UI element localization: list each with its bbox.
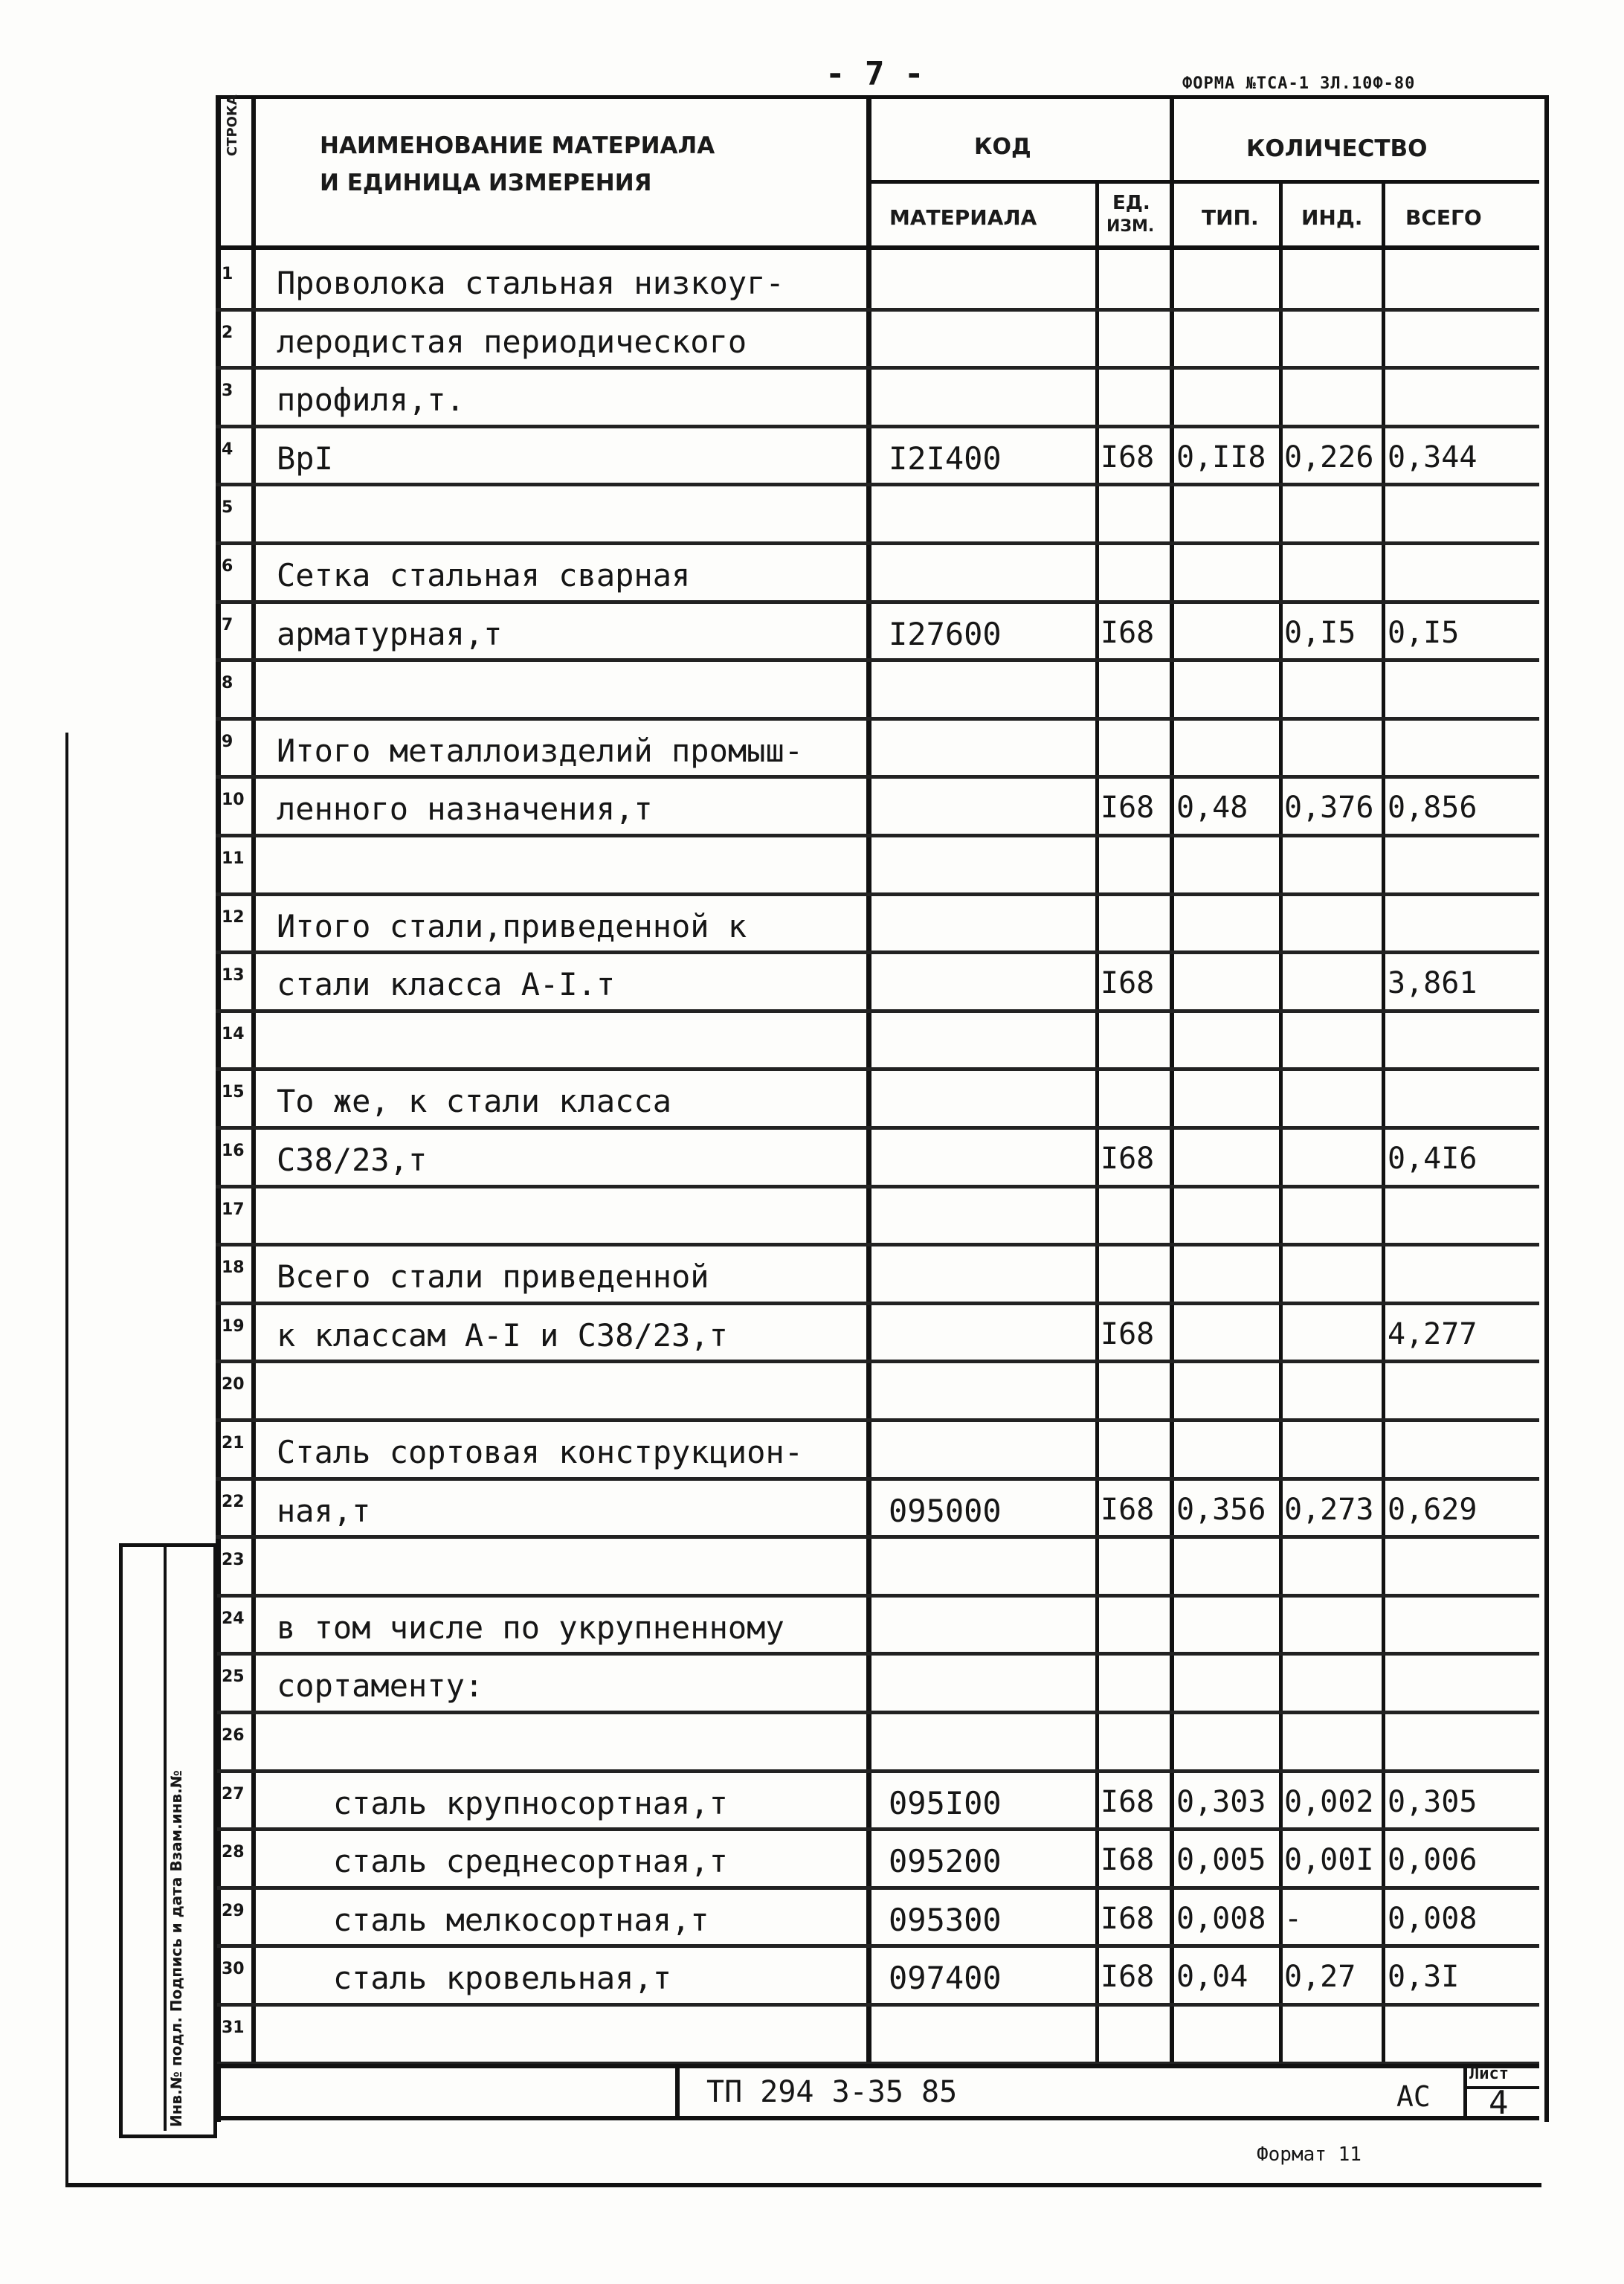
row-number: 24 xyxy=(222,1609,245,1628)
row-number: 27 xyxy=(222,1784,245,1804)
material-name: в том числе по укрупненному xyxy=(277,1609,784,1646)
cell-unit: I68 xyxy=(1101,1784,1155,1819)
material-name: к классам A-I и С38/23,т xyxy=(277,1316,728,1354)
row-number: 3 xyxy=(222,382,233,401)
material-name: Сталь сортовая конструкцион- xyxy=(277,1434,804,1470)
row-separator xyxy=(216,2003,1539,2007)
cell-ind: 0,002 xyxy=(1284,1784,1374,1819)
row-separator xyxy=(216,600,1539,604)
row-number: 18 xyxy=(222,1258,245,1278)
cell-code: 095200 xyxy=(889,1843,1002,1880)
material-name: сталь среднесортная,т xyxy=(277,1843,728,1880)
cell-unit: I68 xyxy=(1101,615,1155,650)
cell-code: 095300 xyxy=(889,1901,1002,1938)
row-number: 16 xyxy=(222,1142,245,1160)
document-code: ТП 294 3-35 85 xyxy=(706,2075,958,2109)
row-separator xyxy=(216,775,1539,779)
material-name: То же, к стали класса xyxy=(277,1083,672,1120)
header-qty-ind: ИНД. xyxy=(1301,205,1363,230)
material-name: леродистая периодического xyxy=(277,323,747,360)
material-name: Проволока стальная низкоуг- xyxy=(277,265,784,301)
material-name: арматурная,т xyxy=(277,615,503,652)
cell-ind: 0,376 xyxy=(1284,791,1374,826)
cell-total: 0,3I xyxy=(1388,1960,1460,1995)
row-separator xyxy=(216,1535,1539,1539)
row-separator xyxy=(216,1827,1539,1831)
header-bottom-line xyxy=(216,245,1539,250)
row-separator xyxy=(216,1185,1539,1188)
row-number: 31 xyxy=(222,2018,245,2037)
header-code: КОД xyxy=(974,134,1031,160)
row-number: 2 xyxy=(222,323,233,342)
sheet-box-divider xyxy=(1463,2064,1467,2120)
row-number: 19 xyxy=(222,1316,245,1336)
row-number: 5 xyxy=(222,498,233,518)
header-code-unit-1: ЕД. xyxy=(1112,192,1150,214)
cell-code: 095000 xyxy=(889,1492,1002,1529)
cell-typ: 0,008 xyxy=(1176,1901,1266,1936)
cell-ind: - xyxy=(1284,1901,1303,1936)
cell-total: 0,I5 xyxy=(1388,615,1460,650)
left-margin-line xyxy=(65,733,68,2183)
row-separator xyxy=(216,834,1539,837)
row-number: 13 xyxy=(222,966,245,985)
row-separator xyxy=(216,892,1539,896)
material-name: профиля,т. xyxy=(277,382,465,419)
cell-typ: 0,04 xyxy=(1176,1960,1248,1995)
row-separator xyxy=(216,1594,1539,1598)
row-number: 12 xyxy=(222,907,245,927)
title-block-top xyxy=(216,2064,1539,2068)
row-number: 30 xyxy=(222,1960,245,1979)
header-quantity: КОЛИЧЕСТВО xyxy=(1246,135,1428,162)
row-number: 9 xyxy=(222,732,233,751)
cell-unit: I68 xyxy=(1101,966,1155,1001)
row-number: 14 xyxy=(222,1024,245,1043)
cell-unit: I68 xyxy=(1101,440,1155,475)
header-name-line1: НАИМЕНОВАНИЕ МАТЕРИАЛА xyxy=(320,132,715,159)
page-number: - 7 - xyxy=(825,55,924,93)
row-number: 17 xyxy=(222,1200,245,1219)
cell-total: 0,856 xyxy=(1388,791,1478,826)
cell-total: 3,861 xyxy=(1388,966,1478,1001)
col-line-typ xyxy=(1279,180,1283,2066)
header-row-label: СТРОКА xyxy=(225,94,240,156)
cell-code: 095I00 xyxy=(889,1784,1002,1821)
title-block-bottom xyxy=(216,2116,1539,2120)
material-name: сталь мелкосортная,т xyxy=(277,1901,709,1938)
header-code-unit-2: ИЗМ. xyxy=(1106,217,1155,236)
row-separator xyxy=(216,1944,1539,1948)
sheet-label: Лист xyxy=(1469,2065,1509,2083)
row-number: 4 xyxy=(222,440,233,459)
cell-code: I2I400 xyxy=(889,440,1002,477)
material-name: Итого стали,приведенной к xyxy=(277,907,747,945)
row-separator xyxy=(216,1769,1539,1773)
section-code: АС xyxy=(1396,2080,1431,2113)
format-label: Формат 11 xyxy=(1257,2143,1362,2166)
row-number: 23 xyxy=(222,1551,245,1570)
header-code-material: МАТЕРИАЛА xyxy=(889,205,1037,230)
cell-typ: 0,48 xyxy=(1176,791,1248,826)
row-separator xyxy=(216,483,1539,486)
row-separator xyxy=(216,1126,1539,1130)
cell-typ: 0,005 xyxy=(1176,1843,1266,1878)
row-number: 7 xyxy=(222,615,233,634)
row-separator xyxy=(216,950,1539,954)
row-number: 11 xyxy=(222,849,245,868)
row-separator xyxy=(216,658,1539,662)
cell-total: 0,008 xyxy=(1388,1901,1478,1936)
cell-total: 0,4I6 xyxy=(1388,1142,1478,1176)
material-name: С38/23,т xyxy=(277,1142,428,1178)
material-name: BpI xyxy=(277,440,333,477)
page-bottom-line xyxy=(65,2183,1541,2187)
cell-unit: I68 xyxy=(1101,1316,1155,1351)
row-separator xyxy=(216,1711,1539,1714)
row-number: 26 xyxy=(222,1726,245,1745)
row-separator xyxy=(216,541,1539,545)
row-separator xyxy=(216,1652,1539,1656)
row-number: 15 xyxy=(222,1083,245,1102)
header-name-line2: И ЕДИНИЦА ИЗМЕРЕНИЯ xyxy=(320,170,652,196)
form-code: ФОРМА №ТСА-1 ЗЛ.10Ф-80 xyxy=(1182,74,1416,93)
row-separator xyxy=(216,1243,1539,1246)
sheet-number: 4 xyxy=(1489,2084,1509,2122)
cell-code: I27600 xyxy=(889,615,1002,652)
col-line-code xyxy=(1095,180,1099,2066)
cell-typ: 0,II8 xyxy=(1176,440,1266,475)
material-name: сортаменту: xyxy=(277,1667,484,1705)
cell-unit: I68 xyxy=(1101,1843,1155,1878)
approval-stamp-divider xyxy=(164,1543,167,2131)
cell-unit: I68 xyxy=(1101,1142,1155,1176)
row-separator xyxy=(216,1009,1539,1013)
cell-ind: 0,00I xyxy=(1284,1843,1374,1878)
cell-unit: I68 xyxy=(1101,1960,1155,1995)
row-number: 10 xyxy=(222,791,245,810)
cell-total: 4,277 xyxy=(1388,1316,1478,1351)
material-name: Сетка стальная сварная xyxy=(277,557,691,593)
row-separator xyxy=(216,1477,1539,1481)
cell-ind: 0,273 xyxy=(1284,1492,1374,1527)
cell-unit: I68 xyxy=(1101,1492,1155,1527)
material-name: стали класса A-I.т xyxy=(277,966,616,1003)
header-qty-total: ВСЕГО xyxy=(1405,205,1482,230)
cell-total: 0,629 xyxy=(1388,1492,1478,1527)
header-subdivider xyxy=(866,180,1539,184)
row-number: 28 xyxy=(222,1843,245,1862)
title-block-divider xyxy=(675,2064,680,2120)
material-name: ная,т xyxy=(277,1492,371,1529)
row-number: 21 xyxy=(222,1434,245,1453)
cell-total: 0,006 xyxy=(1388,1843,1478,1878)
cell-unit: I68 xyxy=(1101,1901,1155,1936)
cell-ind: 0,I5 xyxy=(1284,615,1356,650)
row-separator xyxy=(216,717,1539,721)
cell-ind: 0,27 xyxy=(1284,1960,1356,1995)
row-number: 6 xyxy=(222,557,233,576)
material-name: Итого металлоизделий промыш- xyxy=(277,732,804,769)
row-number: 22 xyxy=(222,1492,245,1511)
cell-total: 0,305 xyxy=(1388,1784,1478,1819)
cell-typ: 0,303 xyxy=(1176,1784,1266,1819)
row-separator xyxy=(216,1418,1539,1422)
row-number: 1 xyxy=(222,265,233,283)
header-qty-typ: ТИП. xyxy=(1202,205,1259,230)
cell-ind: 0,226 xyxy=(1284,440,1374,475)
row-number: 20 xyxy=(222,1375,245,1394)
col-line-ind xyxy=(1382,180,1385,2066)
row-separator xyxy=(216,1886,1539,1890)
material-name: сталь крупносортная,т xyxy=(277,1784,728,1821)
material-name: ленного назначения,т xyxy=(277,791,653,828)
approval-stamp-text: Инв.№ подл. Подпись и дата Взам.инв.№ xyxy=(167,1770,185,2127)
row-separator xyxy=(216,366,1539,370)
row-separator xyxy=(216,425,1539,428)
row-separator xyxy=(216,308,1539,312)
row-number: 25 xyxy=(222,1667,245,1687)
material-name: сталь кровельная,т xyxy=(277,1960,672,1997)
row-separator xyxy=(216,1067,1539,1071)
material-name: Всего стали приведенной xyxy=(277,1258,709,1296)
row-separator xyxy=(216,1302,1539,1305)
cell-code: 097400 xyxy=(889,1960,1002,1997)
cell-typ: 0,356 xyxy=(1176,1492,1266,1527)
cell-total: 0,344 xyxy=(1388,440,1478,475)
cell-unit: I68 xyxy=(1101,791,1155,826)
row-number: 29 xyxy=(222,1901,245,1920)
row-separator xyxy=(216,1360,1539,1363)
row-number: 8 xyxy=(222,674,233,693)
